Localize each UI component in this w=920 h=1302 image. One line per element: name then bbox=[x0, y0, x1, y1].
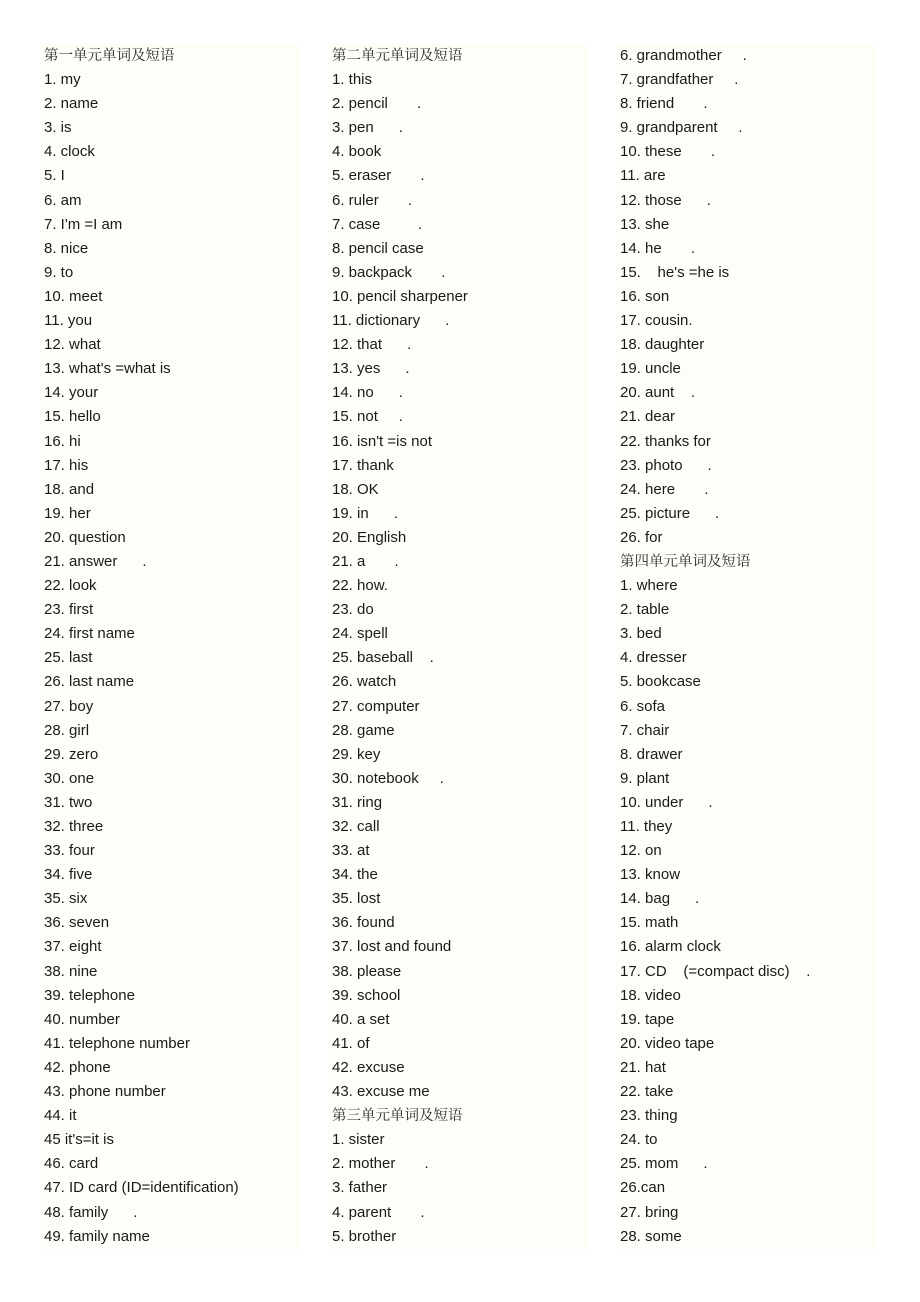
vocab-item: 15. math bbox=[620, 914, 679, 932]
vocab-item: 3. is bbox=[44, 119, 72, 137]
vocab-item: 18. and bbox=[44, 480, 95, 498]
vocab-item: 32. call bbox=[332, 818, 380, 835]
vocab-item: 21. dear bbox=[620, 408, 676, 426]
vocab-item: 18. OK bbox=[332, 480, 379, 498]
vocab-item: 28. game bbox=[332, 721, 395, 739]
vocab-item: 18. video bbox=[620, 986, 681, 1004]
vocab-item: 5. eraser . bbox=[332, 167, 425, 185]
vocab-item: 37. lost and found bbox=[332, 938, 452, 956]
vocab-item: 20. aunt . bbox=[620, 384, 696, 402]
vocab-item: 15. he's =he is bbox=[620, 263, 730, 281]
vocab-item: 18. daughter bbox=[620, 336, 705, 354]
vocab-item: 4. book bbox=[332, 143, 382, 161]
vocab-item: 13. yes . bbox=[332, 360, 410, 378]
vocab-item: 41. of bbox=[332, 1034, 370, 1052]
vocab-item: 4. parent . bbox=[332, 1203, 425, 1221]
vocab-item: 25. last bbox=[44, 649, 93, 667]
vocab-item: 14. no . bbox=[332, 384, 403, 402]
vocab-item: 23. thing bbox=[620, 1107, 678, 1125]
vocab-item: 43. phone number bbox=[44, 1083, 166, 1101]
vocab-item: 33. four bbox=[44, 842, 95, 860]
vocab-item: 31. ring bbox=[332, 793, 383, 811]
vocab-item: 38. please bbox=[332, 962, 402, 980]
vocab-item: 5. I bbox=[44, 167, 65, 185]
vocab-item: 28. girl bbox=[44, 721, 90, 739]
vocab-item: 9. to bbox=[44, 263, 74, 281]
vocab-item: 5. brother bbox=[332, 1227, 397, 1245]
vocab-item: 5. bookcase bbox=[620, 673, 701, 691]
column-1 bbox=[40, 44, 300, 1250]
vocab-item: 14. he . bbox=[620, 239, 696, 257]
vocab-item: 22. how. bbox=[332, 577, 388, 595]
vocab-item: 17. his bbox=[44, 456, 89, 474]
unit-heading: 第四单元单词及短语 bbox=[620, 553, 751, 570]
vocab-item: 20. English bbox=[332, 528, 407, 546]
vocab-item: 24. first name bbox=[44, 625, 135, 643]
vocab-item: 16. alarm clock bbox=[620, 938, 721, 956]
vocab-item: 14. bag . bbox=[620, 890, 700, 908]
vocab-item: 3. bed bbox=[620, 625, 662, 643]
vocab-item: 2. pencil . bbox=[332, 95, 422, 113]
unit-heading: 第一单元单词及短语 bbox=[44, 48, 175, 64]
vocab-item: 28. some bbox=[620, 1227, 682, 1245]
vocab-item: 21. a . bbox=[332, 552, 399, 570]
vocab-item: 4. clock bbox=[44, 143, 95, 161]
vocab-item: 8. friend . bbox=[620, 95, 708, 113]
unit-heading: 第三单元单词及短语 bbox=[332, 1108, 463, 1125]
vocab-item: 1. sister bbox=[332, 1131, 385, 1149]
vocab-item: 25. mom . bbox=[620, 1155, 708, 1173]
vocab-item: 12. on bbox=[620, 842, 662, 860]
vocab-item: 2. name bbox=[44, 95, 99, 113]
vocab-item: 6. ruler . bbox=[332, 191, 413, 209]
vocab-item: 17. cousin. bbox=[620, 312, 693, 330]
vocab-item: 48. family . bbox=[44, 1203, 138, 1221]
vocab-item: 39. school bbox=[332, 986, 401, 1004]
vocab-item: 17. CD (=compact disc) . bbox=[620, 962, 811, 980]
vocab-item: 35. lost bbox=[332, 890, 381, 908]
vocab-item: 16. hi bbox=[44, 432, 81, 450]
vocab-item: 37. eight bbox=[44, 938, 102, 956]
vocab-item: 7. case . bbox=[332, 215, 423, 233]
vocab-item: 8. drawer bbox=[620, 745, 683, 763]
vocab-item: 22. look bbox=[44, 577, 97, 595]
vocab-item: 42. excuse bbox=[332, 1058, 405, 1076]
vocab-item: 36. seven bbox=[44, 914, 110, 932]
vocab-item: 19. tape bbox=[620, 1010, 675, 1028]
vocab-item: 6. am bbox=[44, 191, 82, 209]
vocab-item: 13. she bbox=[620, 215, 670, 233]
vocab-item: 26. watch bbox=[332, 673, 397, 691]
vocab-item: 39. telephone bbox=[44, 986, 135, 1004]
vocab-item: 13. what's =what is bbox=[44, 360, 171, 378]
vocab-item: 29. zero bbox=[44, 745, 99, 763]
vocab-item: 26. for bbox=[620, 528, 663, 546]
vocab-item: 15. hello bbox=[44, 408, 101, 426]
vocab-item: 15. not . bbox=[332, 408, 403, 426]
vocab-item: 13. know bbox=[620, 866, 681, 884]
vocab-item: 1. this bbox=[332, 71, 373, 89]
vocab-item: 14. your bbox=[44, 384, 99, 402]
vocab-item: 41. telephone number bbox=[44, 1034, 190, 1052]
vocab-item: 34. five bbox=[44, 866, 93, 884]
vocab-item: 11. are bbox=[620, 167, 666, 185]
vocab-item: 10. under . bbox=[620, 793, 713, 811]
vocab-item: 10. meet bbox=[44, 287, 103, 305]
vocab-item: 3. father bbox=[332, 1179, 388, 1197]
vocab-item: 26. last name bbox=[44, 673, 135, 691]
vocab-item: 2. table bbox=[620, 601, 670, 619]
vocab-item: 12. what bbox=[44, 336, 101, 354]
vocab-item: 7. chair bbox=[620, 721, 670, 739]
column-2 bbox=[328, 44, 588, 1250]
vocab-item: 36. found bbox=[332, 914, 395, 932]
vocab-item: 33. at bbox=[332, 842, 370, 860]
vocab-item: 32. three bbox=[44, 818, 104, 835]
vocab-item: 45 it's=it is bbox=[44, 1131, 114, 1149]
vocab-item: 7. grandfather . bbox=[620, 71, 739, 89]
vocab-item: 27. bring bbox=[620, 1203, 679, 1221]
vocab-item: 44. it bbox=[44, 1107, 77, 1125]
vocab-item: 21. hat bbox=[620, 1058, 666, 1076]
vocab-item: 16. isn't =is not bbox=[332, 432, 433, 450]
vocab-item: 19. uncle bbox=[620, 360, 681, 378]
vocab-item: 4. dresser bbox=[620, 649, 687, 667]
vocab-item: 25. picture . bbox=[620, 504, 720, 522]
vocab-item: 17. thank bbox=[332, 456, 394, 474]
vocab-item: 2. mother . bbox=[332, 1155, 429, 1173]
vocab-item: 42. phone bbox=[44, 1058, 111, 1076]
vocab-item: 40. a set bbox=[332, 1010, 390, 1028]
vocab-item: 8. nice bbox=[44, 239, 89, 257]
vocab-item: 21. answer . bbox=[44, 552, 147, 570]
vocab-item: 1. where bbox=[620, 577, 678, 595]
vocab-item: 19. in . bbox=[332, 504, 398, 522]
vocab-item: 27. computer bbox=[332, 697, 420, 715]
vocab-item: 47. ID card (ID=identification) bbox=[44, 1179, 239, 1197]
vocab-item: 10. pencil sharpener bbox=[332, 287, 468, 305]
vocab-item: 16. son bbox=[620, 287, 670, 305]
vocab-item: 26.can bbox=[620, 1179, 666, 1197]
vocab-item: 30. notebook . bbox=[332, 769, 444, 787]
vocab-item: 11. dictionary . bbox=[332, 312, 450, 330]
vocab-item: 12. that . bbox=[332, 336, 412, 354]
vocab-item: 12. those . bbox=[620, 191, 711, 209]
vocab-item: 30. one bbox=[44, 769, 95, 787]
vocab-item: 23. photo . bbox=[620, 456, 712, 474]
unit-heading: 第二单元单词及短语 bbox=[332, 48, 463, 64]
vocab-item: 10. these . bbox=[620, 143, 716, 161]
vocab-item: 40. number bbox=[44, 1010, 120, 1028]
vocab-item: 29. key bbox=[332, 745, 381, 763]
vocab-item: 6. sofa bbox=[620, 697, 666, 715]
vocab-item: 6. grandmother . bbox=[620, 47, 747, 64]
vocab-item: 46. card bbox=[44, 1155, 99, 1173]
vocab-item: 9. grandparent . bbox=[620, 119, 743, 137]
vocab-item: 24. spell bbox=[332, 625, 388, 643]
vocab-item: 24. here . bbox=[620, 480, 709, 498]
vocab-item: 9. plant bbox=[620, 769, 670, 787]
vocab-item: 23. first bbox=[44, 601, 94, 619]
vocab-item: 3. pen . bbox=[332, 119, 403, 137]
vocab-item: 25. baseball . bbox=[332, 649, 434, 667]
vocab-item: 1. my bbox=[44, 71, 81, 89]
vocab-item: 19. her bbox=[44, 504, 91, 522]
vocab-item: 8. pencil case bbox=[332, 239, 424, 257]
vocab-item: 43. excuse me bbox=[332, 1083, 430, 1101]
vocab-item: 35. six bbox=[44, 890, 88, 908]
vocab-item: 24. to bbox=[620, 1131, 658, 1149]
vocab-item: 11. they bbox=[620, 818, 673, 835]
vocab-item: 7. I'm =I am bbox=[44, 215, 123, 233]
vocab-item: 20. question bbox=[44, 528, 126, 546]
vocab-item: 49. family name bbox=[44, 1227, 150, 1245]
vocab-item: 27. boy bbox=[44, 697, 94, 715]
vocab-item: 34. the bbox=[332, 866, 378, 884]
column-3 bbox=[616, 44, 876, 1250]
vocab-item: 38. nine bbox=[44, 962, 98, 980]
vocab-item: 31. two bbox=[44, 793, 93, 811]
vocab-item: 23. do bbox=[332, 601, 374, 619]
vocab-item: 20. video tape bbox=[620, 1034, 715, 1052]
vocab-item: 22. thanks for bbox=[620, 432, 711, 450]
vocab-item: 9. backpack . bbox=[332, 263, 446, 281]
vocab-item: 22. take bbox=[620, 1083, 674, 1101]
vocab-item: 11. you bbox=[44, 312, 93, 330]
